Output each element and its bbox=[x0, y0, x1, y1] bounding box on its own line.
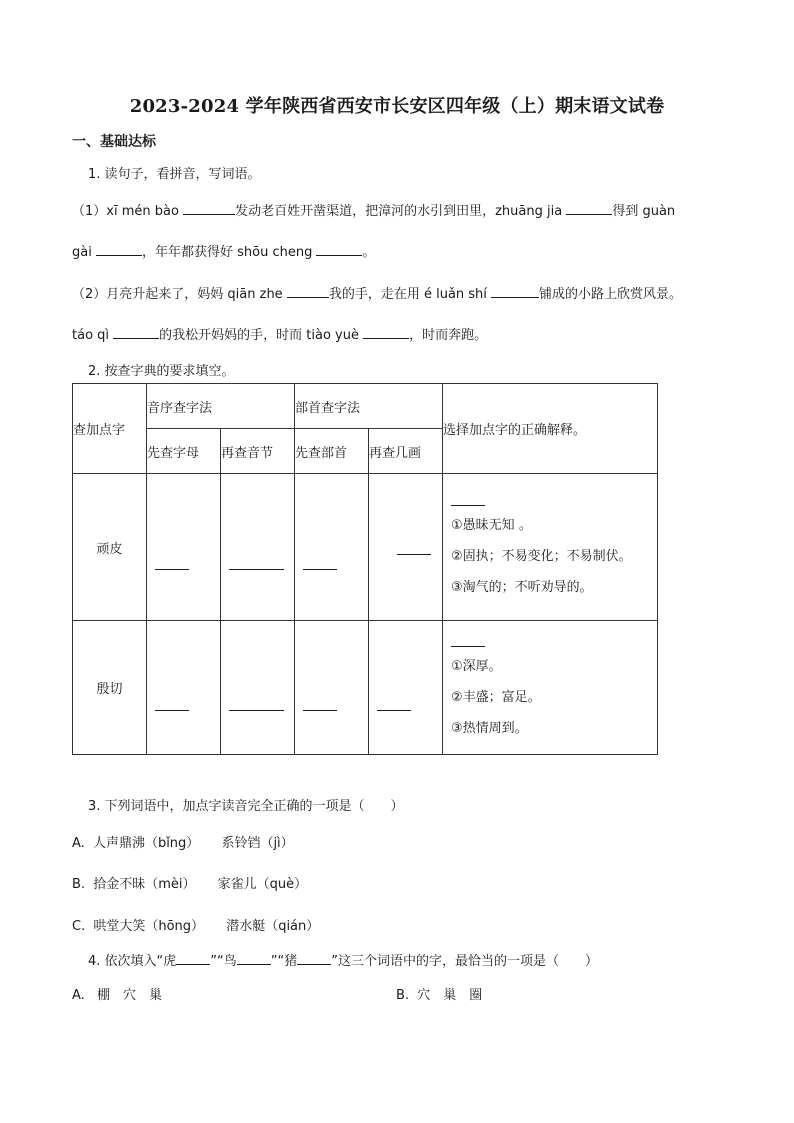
part-label: （1） bbox=[72, 204, 107, 219]
section-heading: 一、基础达标 bbox=[72, 134, 156, 150]
answer-cell[interactable] bbox=[369, 621, 443, 755]
answer-cell[interactable] bbox=[147, 621, 221, 755]
question-2-stem: 2. 按查字典的要求填空。 bbox=[88, 364, 235, 379]
stem-text: ”这三个词语中的字，最恰当的一项是（ ） bbox=[331, 954, 598, 969]
answer-line[interactable] bbox=[451, 632, 485, 647]
header-target-word: 查加点字 bbox=[73, 384, 147, 474]
sentence-text: 月亮升起来了，妈妈 qiān zhe bbox=[106, 287, 283, 302]
answer-blank[interactable] bbox=[363, 324, 409, 339]
answer-cell[interactable] bbox=[295, 621, 369, 755]
answer-blank[interactable] bbox=[491, 283, 539, 298]
option-a[interactable] bbox=[72, 832, 294, 851]
stem-text: ”“猪 bbox=[270, 954, 298, 969]
answer-blank[interactable] bbox=[183, 200, 235, 215]
question-3-stem: 3. 下列词语中，加点字读音完全正确的一项是（ ） bbox=[88, 799, 404, 814]
answer-cell[interactable] bbox=[221, 621, 295, 755]
answer-line[interactable] bbox=[155, 710, 189, 711]
meaning-option-3: ③淘气的；不听劝导的。 bbox=[451, 580, 593, 595]
table-row bbox=[73, 621, 658, 755]
answer-blank[interactable] bbox=[113, 324, 159, 339]
option-word-1: 哄堂大笑（hōng） bbox=[93, 919, 205, 934]
answer-line[interactable] bbox=[377, 710, 411, 711]
subheader-first-letter: 先查字母 bbox=[147, 429, 221, 474]
target-word-cell: 顽皮 bbox=[73, 474, 147, 621]
option-word-1: 人声鼎沸（bǐng） bbox=[92, 836, 200, 851]
meaning-option-1: ①深厚。 bbox=[451, 658, 502, 674]
answer-line[interactable] bbox=[229, 710, 284, 711]
answer-line[interactable] bbox=[451, 491, 485, 506]
question-1-part-1-line-2 bbox=[72, 241, 376, 260]
answer-cell[interactable] bbox=[369, 474, 443, 621]
meaning-option-2: ②丰盛；富足。 bbox=[451, 689, 541, 705]
answer-cell[interactable] bbox=[295, 474, 369, 621]
sentence-text: 铺成的小路上欣赏风景。 bbox=[539, 287, 683, 302]
sentence-text: 。 bbox=[362, 245, 376, 260]
dictionary-table bbox=[72, 383, 658, 755]
answer-blank[interactable] bbox=[237, 950, 271, 965]
answer-line[interactable] bbox=[303, 710, 337, 711]
option-b[interactable] bbox=[72, 873, 307, 892]
option-label: B. bbox=[396, 988, 410, 1003]
target-word-cell: 殷切 bbox=[73, 621, 147, 755]
part-label: （2） bbox=[72, 287, 107, 302]
sentence-text: 我的手，走在用 é luǎn shí bbox=[328, 287, 487, 302]
pinyin: gài bbox=[72, 245, 92, 260]
answer-line[interactable] bbox=[155, 569, 189, 570]
answer-blank[interactable] bbox=[566, 200, 612, 215]
page-title: 2023-2024 学年陕西省西安市长安区四年级（上）期末语文试卷 bbox=[129, 96, 665, 117]
meaning-cell bbox=[443, 474, 658, 621]
answer-cell[interactable] bbox=[221, 474, 295, 621]
option-c[interactable] bbox=[72, 915, 319, 934]
answer-blank[interactable] bbox=[316, 241, 362, 256]
answer-blank[interactable] bbox=[297, 950, 331, 965]
option-label: A. bbox=[72, 988, 85, 1003]
sentence-text: ，年年都获得好 shōu cheng bbox=[141, 245, 313, 260]
option-word-1: 拾金不昧（mèi） bbox=[93, 877, 196, 892]
option-word-2: 家雀儿（què） bbox=[217, 877, 308, 892]
answer-line[interactable] bbox=[229, 569, 284, 570]
sentence-text: 的我松开妈妈的手，时而 tiào yuè bbox=[159, 328, 359, 343]
meaning-option-2: ②固执；不易变化；不易制伏。 bbox=[451, 549, 632, 564]
option-label: A. bbox=[72, 836, 85, 851]
header-yinxu-method: 音序查字法 bbox=[147, 384, 295, 429]
sentence-text: 发动老百姓开凿渠道，把漳河的水引到田里， bbox=[235, 204, 496, 219]
answer-line[interactable] bbox=[397, 554, 431, 555]
subheader-syllable: 再查音节 bbox=[221, 429, 295, 474]
answer-blank[interactable] bbox=[96, 241, 142, 256]
option-b[interactable] bbox=[396, 984, 482, 1003]
question-1-part-1-line-1 bbox=[72, 200, 675, 219]
subheader-strokes: 再查几画 bbox=[369, 429, 443, 474]
answer-line[interactable] bbox=[303, 569, 337, 570]
stem-text: 4. 依次填入“虎 bbox=[88, 954, 177, 969]
answer-cell[interactable] bbox=[147, 474, 221, 621]
option-label: B. bbox=[72, 877, 86, 892]
option-word-2: 系铃铛（jì） bbox=[221, 836, 294, 851]
sentence-text: ，时而奔跑。 bbox=[409, 328, 488, 343]
pinyin: zhuāng jia bbox=[495, 204, 563, 219]
question-1-stem: 1. 读句子，看拼音，写词语。 bbox=[88, 167, 261, 182]
question-1-part-2-line-1 bbox=[72, 283, 682, 302]
table-row bbox=[73, 474, 658, 621]
answer-blank[interactable] bbox=[176, 950, 210, 965]
meaning-option-1: ①愚昧无知 。 bbox=[451, 518, 532, 533]
question-1-part-2-line-2 bbox=[72, 324, 487, 343]
option-text: 棚 穴 巢 bbox=[96, 988, 162, 1003]
option-a[interactable] bbox=[72, 984, 162, 1003]
header-meaning: 选择加点字的正确解释。 bbox=[443, 384, 658, 474]
question-4-stem bbox=[88, 950, 598, 969]
header-bushou-method: 部首查字法 bbox=[295, 384, 443, 429]
meaning-option-3: ③热情周到。 bbox=[451, 720, 528, 736]
meaning-cell bbox=[443, 621, 658, 755]
pinyin: xī mén bào bbox=[106, 204, 179, 219]
subheader-radical: 先查部首 bbox=[295, 429, 369, 474]
stem-text: ”“鸟 bbox=[210, 954, 237, 969]
option-text: 穴 巢 圈 bbox=[417, 988, 483, 1003]
sentence-text: 得到 guàn bbox=[612, 204, 676, 219]
option-word-2: 潜水艇（qián） bbox=[226, 919, 320, 934]
pinyin: táo qì bbox=[72, 328, 110, 343]
answer-blank[interactable] bbox=[287, 283, 329, 298]
option-label: C. bbox=[72, 919, 86, 934]
